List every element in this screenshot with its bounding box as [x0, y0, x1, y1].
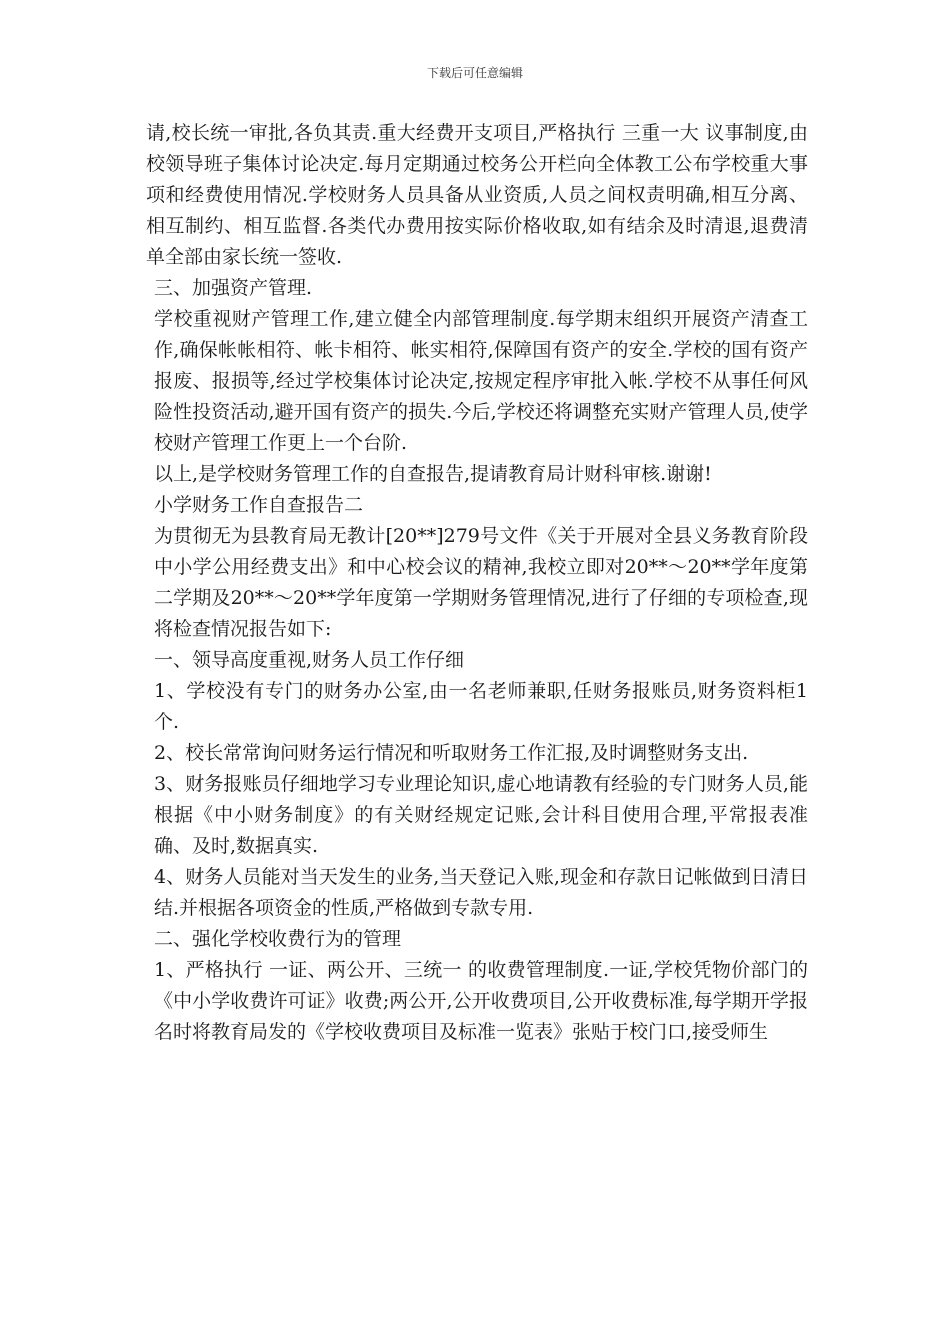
header-note: 下载后可任意编辑	[426, 66, 523, 80]
document-body	[146, 118, 808, 1048]
section-heading: 一、领导高度重视,财务人员工作仔细	[154, 649, 465, 671]
paragraph: 请,校长统一审批,各负其责.重大经费开支项目,严格执行 三重一大 议事制度,由校领导班子集体讨论决定.每月定期通过校务公开栏向全体教工公布学校重大事项和经费使用情况.学校财务人员具备从业资质,人员之间权责明确,相互分离、相互制约、相互监督.各类代办费用按实际价格收取,如有结余及时清退,退费清单全部由家长统一签收.	[146, 122, 808, 268]
list-item: 3、财务报账员仔细地学习专业理论知识,虚心地请教有经验的专门财务人员,能根据《中小财务制度》的有关财经规定记账,会计科目使用合理,平常报表准确、及时,数据真实.	[154, 773, 808, 857]
section-heading: 二、强化学校收费行为的管理	[154, 928, 402, 950]
paragraph: 以上,是学校财务管理工作的自查报告,提请教育局计财科审核.谢谢!	[154, 463, 712, 485]
section-heading: 三、加强资产管理.	[154, 277, 313, 299]
list-item: 1、严格执行 一证、两公开、三统一 的收费管理制度.一证,学校凭物价部门的《中小学收费许可证》收费;两公开,公开收费项目,公开收费标准,每学期开学报名时将教育局发的《学校收费项目及标准一览表》张贴于校门口,接受师生	[154, 959, 808, 1043]
list-item: 2、校长常常询问财务运行情况和听取财务工作汇报,及时调整财务支出.	[154, 742, 749, 764]
report-title: 小学财务工作自查报告二	[154, 494, 364, 516]
list-item: 1、学校没有专门的财务办公室,由一名老师兼职,任财务报账员,财务资料柜1个.	[154, 680, 808, 733]
list-item: 4、财务人员能对当天发生的业务,当天登记入账,现金和存款日记帐做到日清日结.并根据各项资金的性质,严格做到专款专用.	[154, 866, 808, 919]
paragraph: 学校重视财产管理工作,建立健全内部管理制度.每学期末组织开展资产清查工作,确保帐帐相符、帐卡相符、帐实相符,保障国有资产的安全.学校的国有资产报废、报损等,经过学校集体讨论决定,按规定程序审批入帐.学校不从事任何风险性投资活动,避开国有资产的损失.今后,学校还将调整充实财产管理人员,使学校财产管理工作更上一个台阶.	[154, 308, 808, 454]
paragraph: 为贯彻无为县教育局无教计[20**]279号文件《关于开展对全县义务教育阶段中小学公用经费支出》和中心校会议的精神,我校立即对20**～20**学年度第二学期及20**～20**学年度第一学期财务管理情况,进行了仔细的专项检查,现将检查情况报告如下:	[154, 525, 808, 640]
